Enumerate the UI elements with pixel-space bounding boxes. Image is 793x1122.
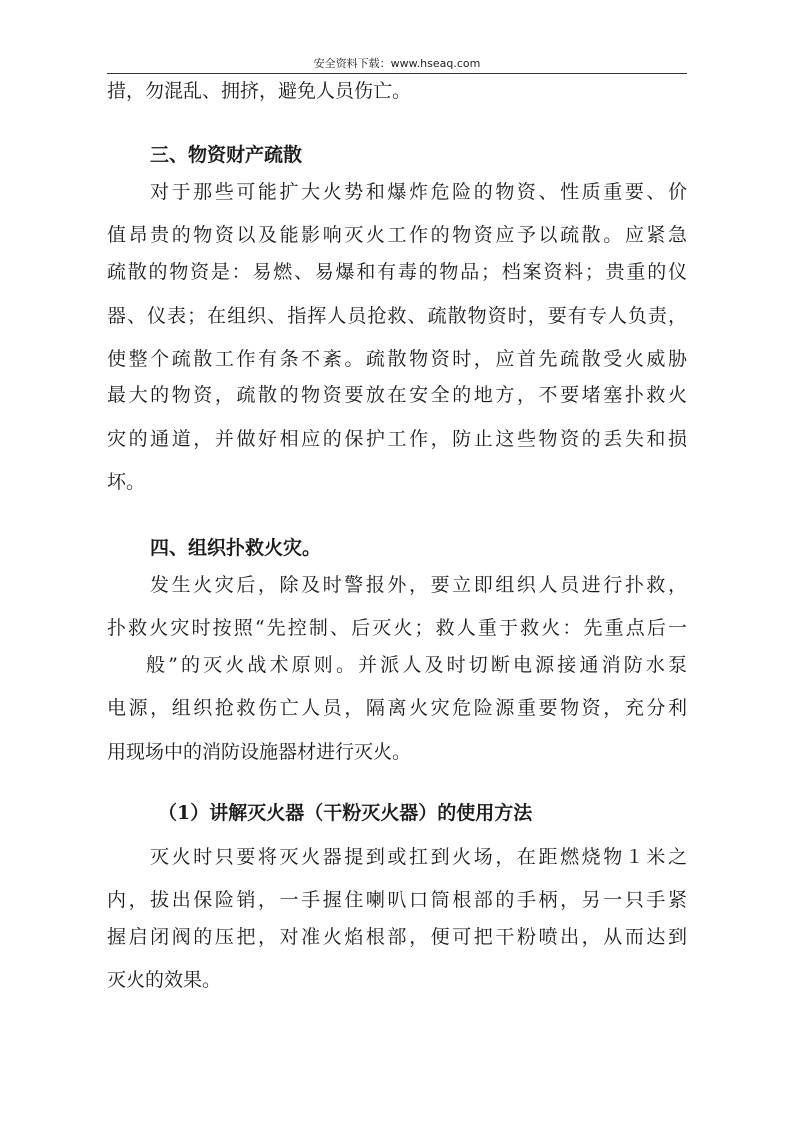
paragraph-line: 灭火时只要将灭火器提到或扛到火场，在距燃烧物１米之 [150, 846, 687, 868]
paragraph-line: 最大的物资，疏散的物资要放在安全的地方，不要堵塞扑救火 [107, 384, 687, 406]
paragraph-line: 值昂贵的物资以及能影响灭火工作的物资应予以疏散。应紧急 [107, 224, 687, 246]
paragraph-line: 器、仪表；在组织、指挥人员抢救、疏散物资时，要有专人负责， [107, 305, 687, 327]
paragraph-line: 发生火灾后，除及时警报外，要立即组织人员进行扑救， [150, 574, 687, 596]
paragraph-line: 电源，组织抢救伤亡人员，隔离火灾危险源重要物资，充分利 [107, 697, 687, 719]
paragraph-line: 扑救火灾时按照“先控制、后灭火；救人重于救火：先重点后一 [107, 617, 687, 639]
paragraph-line: 灭火的效果。 [107, 969, 222, 991]
paragraph-line: 对于那些可能扩大火势和爆炸危险的物资、性质重要、价 [150, 181, 687, 203]
page-header: 安全资料下载：www.hseaq.com [313, 57, 481, 70]
paragraph-line: 内，拔出保险销，一手握住喇叭口筒根部的手柄，另一只手紧 [107, 889, 687, 911]
section-heading-3: 三、物资财产疏散 [150, 144, 303, 166]
paragraph-line: 般”的灭火战术原则。并派人及时切断电源接通消防水泵 [146, 654, 687, 676]
paragraph-line: 疏散的物资是：易燃、易爆和有毒的物品；档案资料；贵重的仪 [107, 261, 687, 283]
section-heading-4: 四、组织扑救火灾。 [150, 537, 322, 559]
header-rule [107, 73, 687, 74]
paragraph-line: 灾的通道，并做好相应的保护工作，防止这些物资的丢失和损 [107, 428, 687, 450]
paragraph-line: 措，勿混乱、拥挤，避免人员伤亡。 [107, 80, 412, 102]
paragraph-line: 用现场中的消防设施器材进行灭火。 [107, 741, 412, 763]
paragraph-line: 握启闭阀的压把，对准火焰根部，便可把干粉喷出，从而达到 [107, 926, 687, 948]
subsection-heading-1: （1）讲解灭火器（干粉灭火器）的使用方法 [158, 802, 533, 824]
paragraph-line: 坏。 [107, 471, 146, 493]
paragraph-line: 使整个疏散工作有条不紊。疏散物资时，应首先疏散受火威胁 [107, 348, 687, 370]
